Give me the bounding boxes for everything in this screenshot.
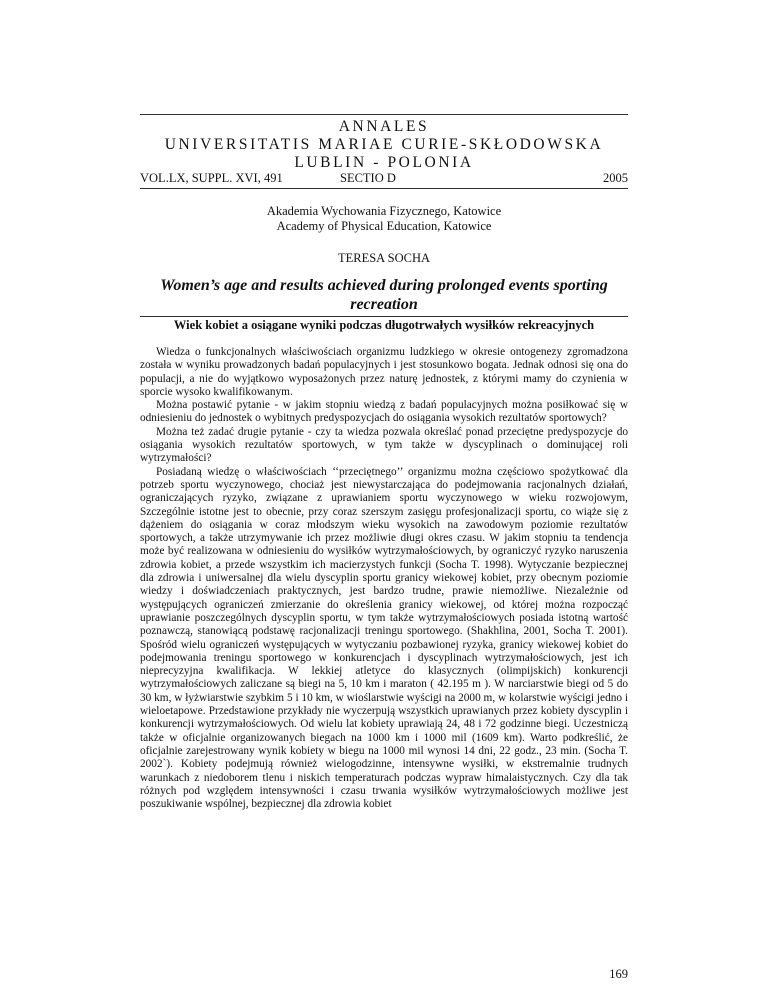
journal-header	[140, 118, 628, 172]
paragraph-1: Wiedza o funkcjonalnych właściwościach organizmu ludzkiego w okresie ontogenezy zgromadzona została w wyniku prowadzonych badań populacyjnych i jest stosunkowo bogata. Jednak odnosi się ona do populacji, a nie do wyjątkowo wyposażonych przez naturę jednostek, z którymi mamy do czynienia w sporcie wysoko kwalifikowanym.	[140, 346, 628, 398]
paragraph-3: Można też zadać drugie pytanie - czy ta wiedza pozwala określać ponad przeciętne predyspozycje do osiągania wysokich rezultatów sportowych, w tym także w dyscyplinach o dominującej roli wytrzymałości?	[140, 425, 628, 465]
paper-subtitle: Wiek kobiet a osiągane wyniki podczas długotrwałych wysiłków rekreacyjnych	[173, 318, 595, 332]
header-top-rule	[140, 114, 628, 115]
journal-name-line-2: UNIVERSITATIS MARIAE CURIE-SKŁODOWSKA	[164, 136, 604, 153]
page-number: 169	[609, 967, 628, 981]
body-text	[140, 346, 628, 811]
volume-info: VOL.LX, SUPPL. XVI, 491	[140, 171, 283, 185]
author-name: TERESA SOCHA	[337, 251, 431, 265]
paragraph-4: Posiadaną wiedzę o właściwościach ‘‘przeciętnego’’ organizmu można częściowo spożytkować dla potrzeb sportu wyczynowego, chociaż jest niewystarczająca do podejmowania racjonalnych działań, ograniczających ryzyko, związane z uprawianiem sportu wyczynowego w wieku rozwojowym, Szczególnie istotne jest to obecnie, przy coraz szerszym zasięgu profesjonalizacji sportu, co wiąże się z dążeniem do osiągania w coraz młodszym wieku wysokich na zawodowym poziomie rezultatów sportowych, a także utrzymywanie ich przez możliwie długi okres czasu. W jakim stopniu ta tendencja może być realizowana w odniesieniu do wysiłków wytrzymałościowych, by ograniczyć ryzyko naruszenia zdrowia kobiet, a przede wszystkim ich macierzystych funkcji (Socha T. 1998). Wytyczanie bezpiecznej dla zdrowia i uniwersalnej dla wielu dyscyplin sportu granicy wiekowej kobiet, przy obecnym poziomie wiedzy i doświadczeniach praktycznych, jest bardzo trudne, prawie niemożliwe. Niezależnie od występujących ograniczeń zmierzanie do określenia granicy wiekowej, od której można rozpocząć uprawianie poszczególnych dyscyplin sportu, w tym także wytrzymałościowych posiada istotną wartość poznawczą, stanowiącą podstawę racjonalizacji treningu sportowego. (Shakhlina, 2001, Socha T. 2001). Spośród wielu ograniczeń występujących w wytyczaniu pozbawionej ryzyka, granicy wiekowej kobiet do podejmowania treningu sportowego w konkurencjach i dyscyplinach wytrzymałościowych, jest ich nieprecyzyjna kwalifikacja. W lekkiej atletyce do klasycznych (olimpijskich) konkurencji wytrzymałościowych zaliczane są biegi na 5, 10 km i maraton ( 42.195 m ). W narciarstwie biegi od 5 do 30 km, w łyżwiarstwie szybkim 5 i 10 km, w wioślarstwie wyścigi na 2000 m, w kolarstwie wyścigi jedno i wieloetapowe. Przedstawione przykłady nie wyczerpują wszystkich uprawianych przez kobiety dyscyplin i konkurencji wytrzymałościowych. Od wielu lat kobiety uprawiają 24, 48 i 72 godzinne biegi. Uczestniczą także w oficjalnie organizowanych biegach na 1000 km i 1000 mil (1609 km). Warto podkreślić, że oficjalnie zarejestrowany wynik kobiety w biegu na 1000 mil wynosi 14 dni, 22 godz., 23 min. (Socha T. 2002`). Kobiety podejmują również wielogodzinne, intensywne wysiłki, w ekstremalnie trudnych warunkach z niedoborem tlenu i niskich temperaturach podczas wypraw himalaistycznych. Czy dla tak różnych pod względem intensywności i czasu trwania wysiłków wytrzymałościowych możliwe jest poszukiwanie wspólnej, bezpiecznej dla zdrowia kobiet	[140, 465, 628, 811]
title-rule	[140, 316, 628, 317]
affiliation-polish: Akademia Wychowania Fizycznego, Katowice	[266, 204, 502, 218]
journal-name-line-1: ANNALES	[338, 118, 430, 135]
affiliation-english: Academy of Physical Education, Katowice	[276, 219, 492, 233]
paper-title: Women’s age and results achieved during prolonged events sporting recreation	[160, 277, 608, 313]
volume-row	[140, 171, 628, 187]
journal-name-line-3: LUBLIN - POLONIA	[294, 154, 474, 171]
paragraph-2: Można postawić pytanie - w jakim stopniu wiedzą z badań populacyjnych można posiłkować się w odniesieniu do jednostek o wybitnych predyspozycjach do osiągania wysokich rezultatów sportowych?	[140, 399, 628, 425]
section-label: SECTIO D	[340, 171, 396, 185]
affiliation	[140, 204, 628, 234]
header-bottom-rule	[140, 188, 628, 189]
publication-year: 2005	[603, 171, 628, 185]
